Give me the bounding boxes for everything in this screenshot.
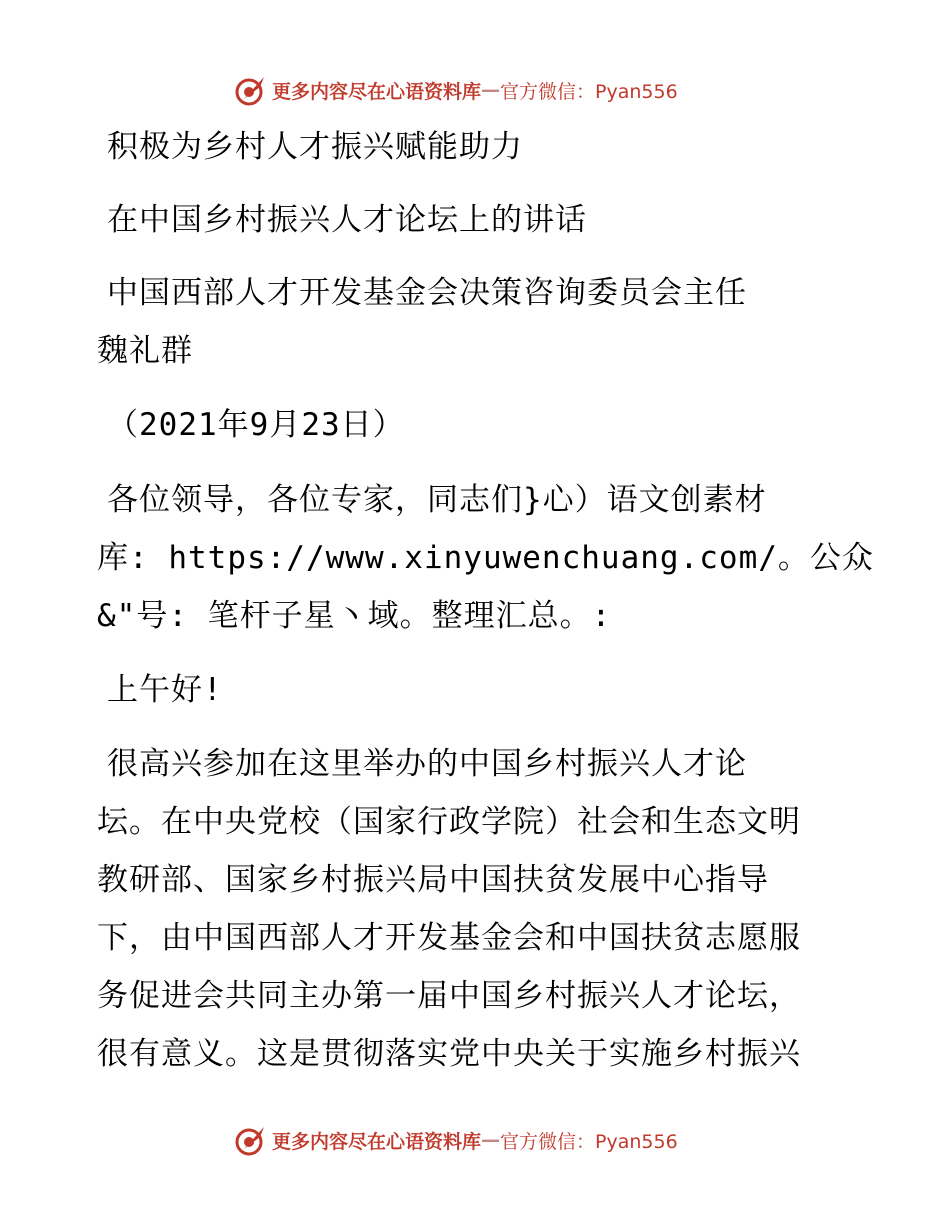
author-name: 魏礼群 — [97, 333, 193, 369]
watermark-text: 更多内容尽在心语资料库 — [272, 80, 482, 103]
watermark-footer — [234, 1120, 678, 1160]
watermark-text: 更多内容尽在心语资料库 — [272, 1130, 482, 1153]
body-line: 务促进会共同主办第一届中国乡村振兴人才论坛， — [97, 978, 801, 1014]
watermark-separator: — — [481, 79, 501, 101]
watermark-header — [234, 70, 678, 110]
body-line: 很有意义。这是贯彻落实党中央关于实施乡村振兴 — [97, 1036, 801, 1072]
greeting-line: 库: https://www.xinyuwenchuang.com/。公众 — [97, 540, 874, 576]
author-position: 中国西部人才开发基金会决策咨询委员会主任 — [107, 275, 747, 311]
watermark-account: 官方微信：Pyan556 — [500, 80, 678, 103]
watermark-separator: — — [481, 1129, 501, 1151]
body-line: 教研部、国家乡村振兴局中国扶贫发展中心指导 — [97, 862, 769, 898]
body-line: 下，由中国西部人才开发基金会和中国扶贫志愿服 — [97, 920, 801, 956]
document-subtitle: 在中国乡村振兴人才论坛上的讲话 — [107, 202, 587, 238]
quill-logo-icon — [234, 1123, 268, 1157]
speech-date: （2021年9月23日） — [107, 407, 405, 443]
watermark-account: 官方微信：Pyan556 — [500, 1130, 678, 1153]
greeting-line: 各位领导，各位专家，同志们}心）语文创素材 — [107, 482, 767, 518]
quill-logo-icon — [234, 73, 268, 107]
body-line: 很高兴参加在这里举办的中国乡村振兴人才论 — [107, 746, 747, 782]
greeting-line: &"号: 笔杆子星丶域。整理汇总。: — [97, 598, 612, 634]
document-title: 积极为乡村人才振兴赋能助力 — [107, 129, 523, 165]
body-line: 坛。在中央党校（国家行政学院）社会和生态文明 — [97, 804, 801, 840]
salutation: 上午好! — [107, 672, 223, 708]
